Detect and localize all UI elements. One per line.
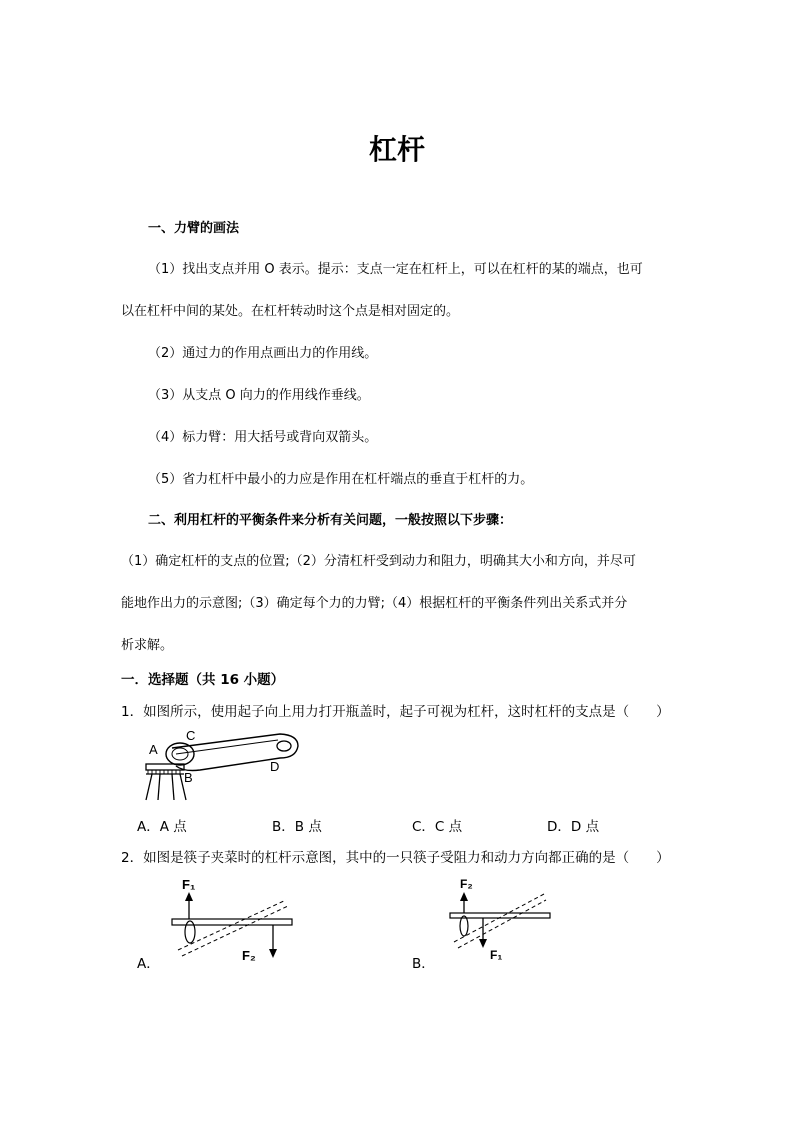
fig-b-bottom-force: F₁ <box>490 948 503 962</box>
q2-option-b[interactable]: B． <box>412 956 435 972</box>
section1-item-3: （3）从支点 O 向力的作用线作垂线。 <box>148 388 370 403</box>
chopsticks-figure-b <box>446 872 556 964</box>
section1-item-1-cont: 以在杠杆中间的某处。在杠杆转动时这个点是相对固定的。 <box>121 304 460 319</box>
section1-item-5: （5）省力杠杆中最小的力应是作用在杠杆端点的垂直于杠杆的力。 <box>148 472 534 487</box>
section1-item-2: （2）通过力的作用点画出力的作用线。 <box>148 346 378 361</box>
fig-b-top-force: F₂ <box>460 877 473 891</box>
section1-item-1: （1）找出支点并用 O 表示。提示：支点一定在杠杆上，可以在杠杆的某的端点，也可 <box>148 262 643 277</box>
q2-option-a[interactable]: A． <box>137 956 160 972</box>
label-d: D <box>270 759 280 774</box>
q1-option-d[interactable]: D．D 点 <box>547 819 600 835</box>
q1-option-b[interactable]: B．B 点 <box>272 819 322 835</box>
label-c: C <box>186 728 196 743</box>
section2-line-1: （1）确定杠杆的支点的位置;（2）分清杠杆受到动力和阻力，明确其大小和方向，并尽可 <box>121 554 636 569</box>
section2-heading: 二、利用杠杆的平衡条件来分析有关问题，一般按照以下步骤： <box>148 513 513 528</box>
page-title: 杠杆 <box>368 133 425 166</box>
label-b: B <box>184 770 193 785</box>
section2-line-2: 能地作出力的示意图;（3）确定每个力的力臂;（4）根据杠杆的平衡条件列出关系式并分 <box>121 596 628 611</box>
q1-option-c[interactable]: C．C 点 <box>412 819 463 835</box>
question-2-text: 2．如图是筷子夹菜时的杠杆示意图，其中的一只筷子受阻力和动力方向都正确的是（ ） <box>121 850 670 866</box>
section1-item-4: （4）标力臂：用大括号或背向双箭头。 <box>148 430 378 445</box>
question-1-text: 1．如图所示，使用起子向上用力打开瓶盖时，起子可视为杠杆，这时杠杆的支点是（ ） <box>121 704 670 720</box>
section2-line-3: 析求解。 <box>121 638 174 653</box>
section1-heading: 一、力臂的画法 <box>148 221 240 236</box>
q1-option-a[interactable]: A．A 点 <box>137 819 187 835</box>
fig-a-top-force: F₁ <box>182 877 196 892</box>
chopsticks-figure-a <box>168 872 298 964</box>
label-a: A <box>149 742 158 757</box>
fig-a-bottom-force: F₂ <box>242 948 256 963</box>
bottle-opener-figure <box>140 726 310 802</box>
part-heading: 一．选择题（共 16 小题） <box>121 672 285 688</box>
